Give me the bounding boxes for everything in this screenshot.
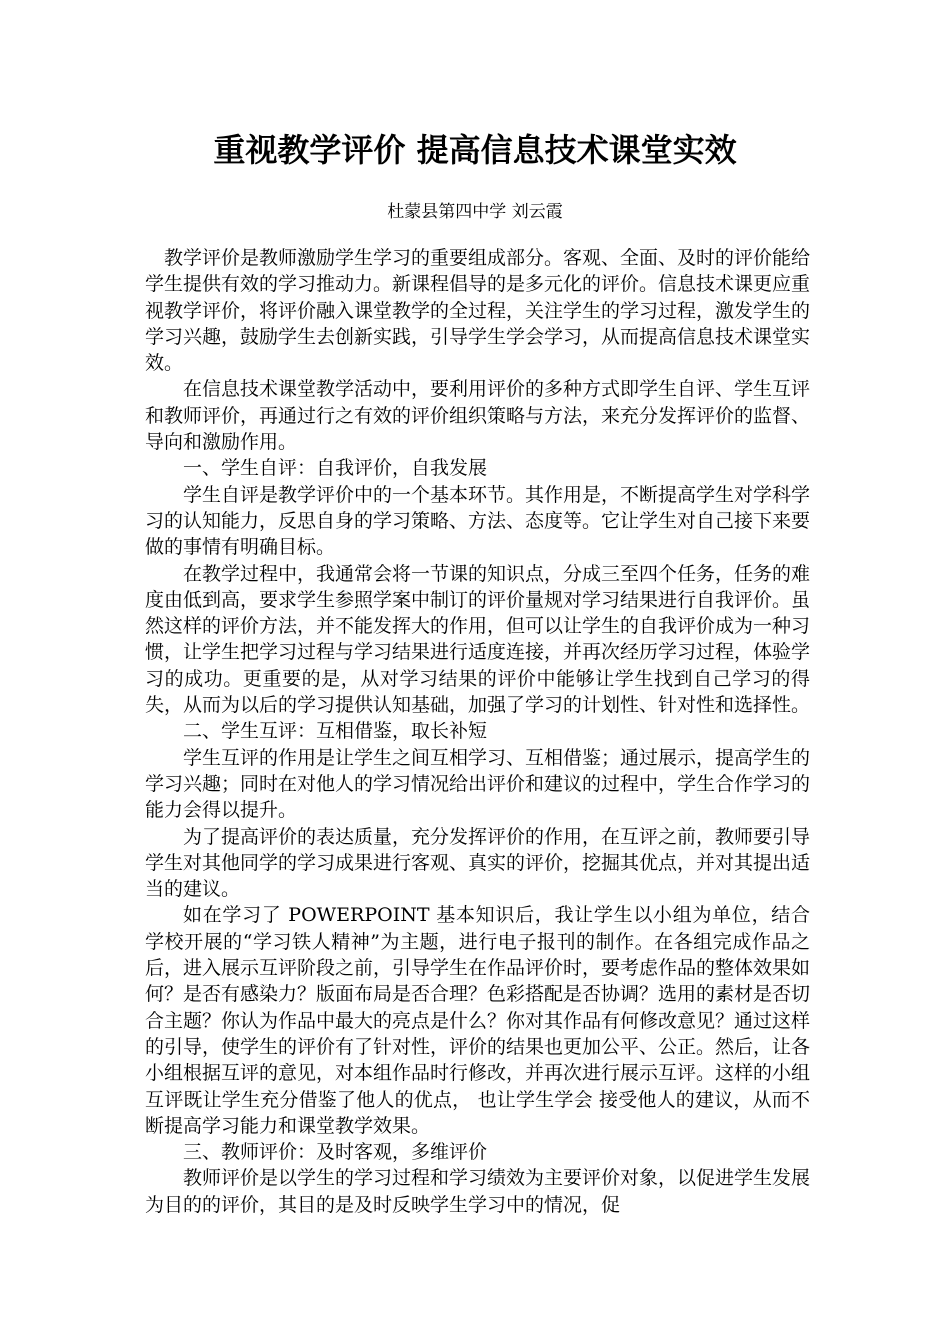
section-heading-self-evaluation: 一、学生自评：自我评价，自我发展 [183, 457, 488, 480]
section-heading-peer-evaluation: 二、学生互评：互相借鉴，取长补短 [183, 720, 488, 743]
paragraph-intro: 教学评价是教师激励学生学习的重要组成部分。客观、全面、及时的评价能给学生提供有效的学习推动力。新课程倡导的是多元化的评价。信息技术课更应重视教学评价，将评价融入课堂教学的全过程，关注学生的学习过程，激发学生的学习兴趣，鼓励学生去创新实践，引导学生学会学习，从而提高信息技术课堂实效。 [145, 247, 811, 375]
paragraph-peer-evaluation-example: 如在学习了 POWERPOINT 基本知识后，我让学生以小组为单位，结合学校开展的“学习铁人精神”为主题，进行电子报刊的制作。在各组完成作品之后，进入展示互评阶段之前，引导学生在作品评价时，要考虑作品的整体效果如何？是否有感染力？版面布局是否合理？色彩搭配是否协调？选用的素材是否切合主题？你认为作品中最大的亮点是什么？你对其作品有何修改意见？通过这样的引导，使学生的评价有了针对性，评价的结果也更加公平、公正。然后，让各小组根据互评的意见，对本组作品时行修改，并再次进行展示互评。这样的小组互评既让学生充分借鉴了他人的优点， 也让学生学会 接受他人的建议，从而不断提高学习能力和课堂教学效果。 [145, 904, 811, 1137]
document-author: 杜蒙县第四中学 刘云霞 [387, 202, 563, 222]
section-heading-teacher-evaluation: 三、教师评价：及时客观，多维评价 [183, 1141, 488, 1164]
document-title: 重视教学评价 提高信息技术课堂实效 [213, 131, 737, 169]
paragraph-peer-evaluation-role: 学生互评的作用是让学生之间互相学习、互相借鉴；通过展示，提高学生的学习兴趣；同时在对他人的学习情况给出评价和建议的过程中，学生合作学习的能力会得以提升。 [145, 746, 811, 822]
document-body [145, 245, 810, 1218]
paragraph-peer-evaluation-quality: 为了提高评价的表达质量，充分发挥评价的作用，在互评之前，教师要引导学生对其他同学的学习成果进行客观、真实的评价，挖掘其优点，并对其提出适当的建议。 [145, 825, 811, 901]
paragraph-self-evaluation-practice: 在教学过程中，我通常会将一节课的知识点，分成三至四个任务，任务的难度由低到高，要求学生参照学案中制订的评价量规对学习结果进行自我评价。虽然这样的评价方法，并不能发挥大的作用，但可以让学生的自我评价成为一种习惯，让学生把学习过程与学习结果进行适度连接，并再次经历学习过程，体验学习的成功。更重要的是，从对学习结果的评价中能够让学生找到自己学习的得失，从而为以后的学习提供认知基础，加强了学习的计划性、针对性和选择性。 [145, 562, 811, 717]
paragraph-teacher-evaluation: 教师评价是以学生的学习过程和学习绩效为主要评价对象，以促进学生发展为目的的评价，其目的是及时反映学生学习中的情况，促 [145, 1167, 811, 1216]
paragraph-overview: 在信息技术课堂教学活动中，要利用评价的多种方式即学生自评、学生互评和教师评价，再通过行之有效的评价组织策略与方法，来充分发挥评价的监督、导向和激励作用。 [145, 378, 811, 454]
paragraph-self-evaluation-role: 学生自评是教学评价中的一个基本环节。其作用是，不断提高学生对学科学习的认知能力，反思自身的学习策略、方法、态度等。它让学生对自己接下来要做的事情有明确目标。 [145, 483, 811, 559]
